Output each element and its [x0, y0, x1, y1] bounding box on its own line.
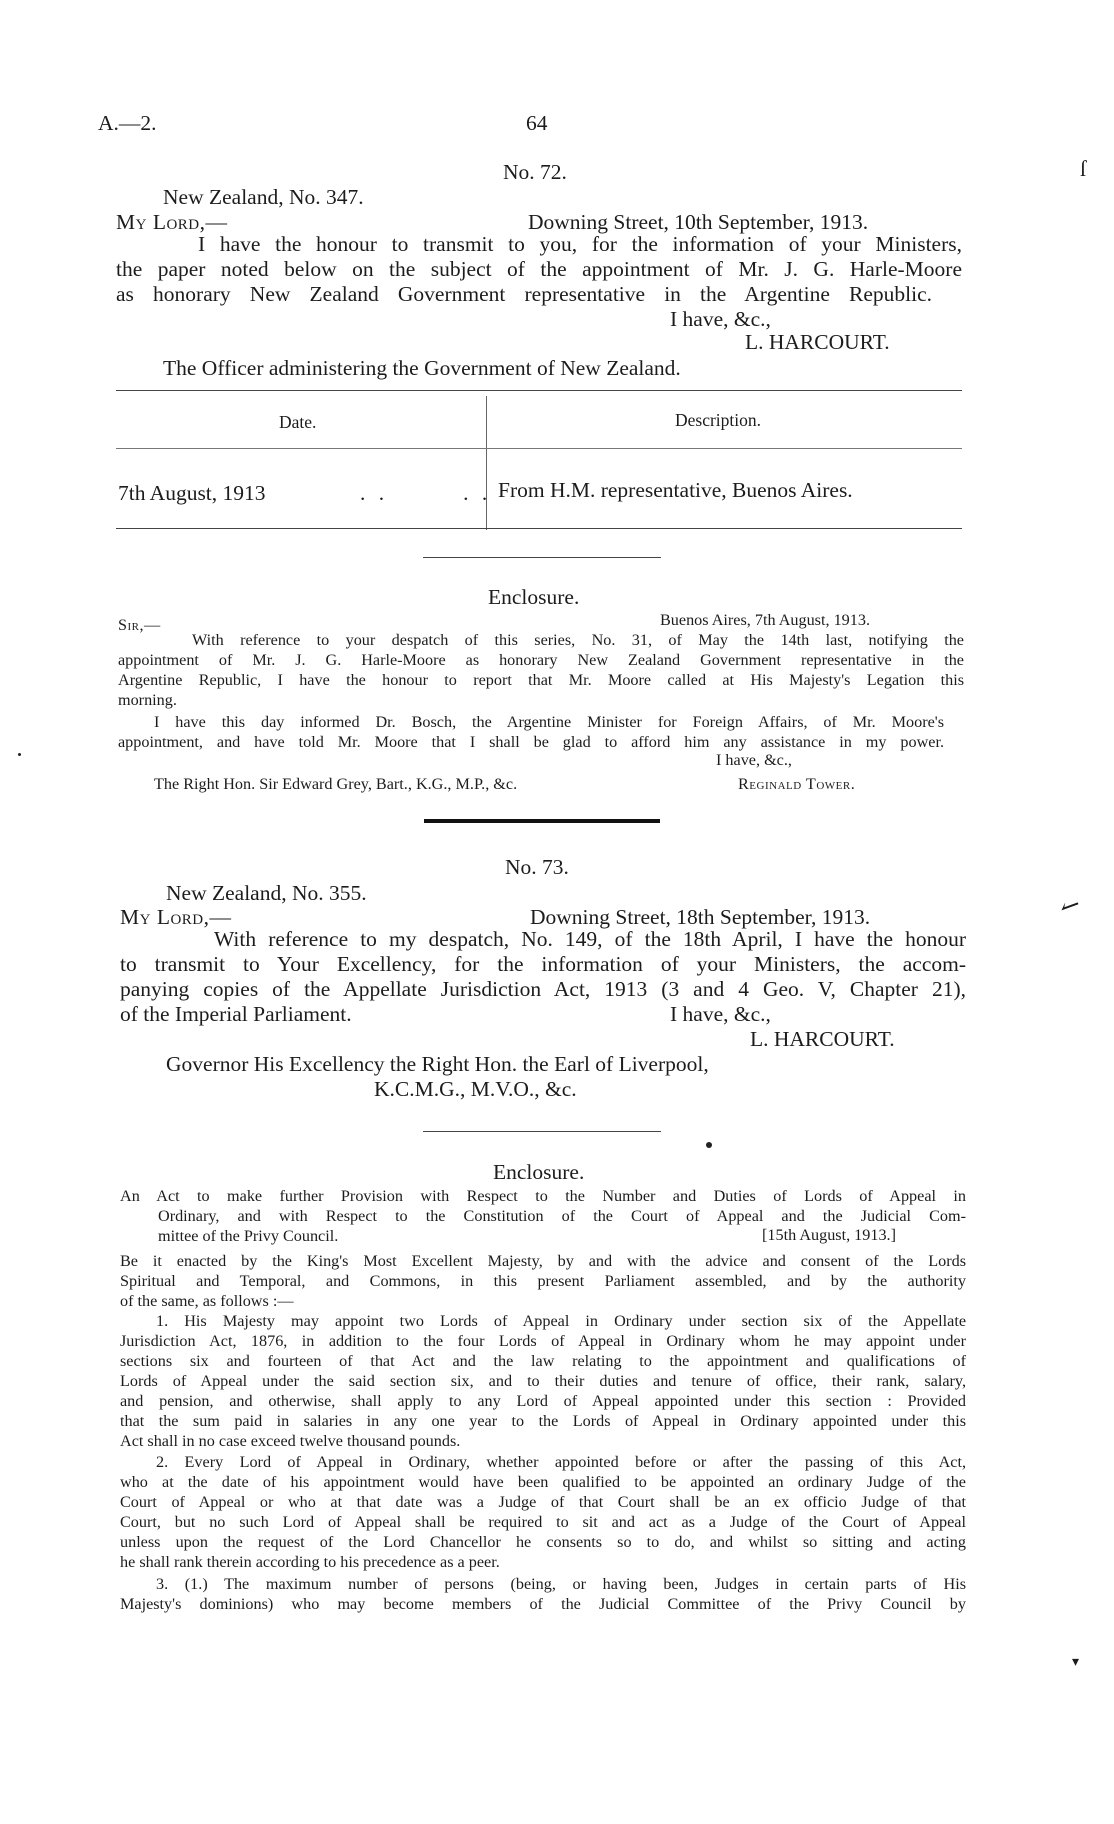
table-top-rule — [116, 390, 962, 391]
despatch-ref-73: New Zealand, No. 355. — [166, 881, 367, 905]
body-73-line: panying copies of the Appellate Jurisdiction Act, 1913 (3 and 4 Geo. V, Chapter 21), — [120, 977, 966, 1001]
enclosure1-para2-line: appointment, and have told Mr. Moore that I shall be glad to afford him any assistance in my power. — [118, 733, 944, 751]
enacting-clause — [120, 1251, 966, 1311]
section-1-line: that the sum paid in salaries in any one year to the Lords of Appeal in Ordinary appointed under this — [120, 1412, 966, 1430]
enclosure1-salutation: Sir,— — [118, 616, 161, 634]
body-72-line: as honorary New Zealand Government representative in the Argentine Republic. — [116, 282, 932, 306]
section-2-line: Court of Appeal or who at that date was a Judge of that Court shall be an ex officio Judge of that — [120, 1493, 966, 1511]
closing-73: I have, &c., — [670, 1002, 771, 1026]
section-1 — [120, 1311, 966, 1451]
dateline-73: Downing Street, 18th September, 1913. — [530, 905, 871, 929]
margin-mark: ▾ — [1072, 1655, 1080, 1670]
enclosure1-closing: I have, &c., — [716, 751, 792, 769]
addressee-73-line2: K.C.M.G., M.V.O., &c. — [374, 1077, 577, 1101]
enclosure1-dateline: Buenos Aires, 7th August, 1913. — [660, 611, 870, 629]
page-number: 64 — [526, 111, 548, 135]
enclosure1-para1-line: morning. — [118, 691, 177, 709]
enclosure1-para2-line: I have this day informed Dr. Bosch, the Argentine Minister for Foreign Affairs, of Mr. Moore's — [154, 713, 944, 731]
signature-73: L. HARCOURT. — [750, 1027, 895, 1051]
thick-section-divider — [424, 819, 660, 823]
section-divider — [423, 557, 661, 558]
section-1-line: and pension, and otherwise, shall apply to any Lord of Appeal appointed under this section : Provided — [120, 1392, 966, 1410]
act-title-line: mittee of the Privy Council. — [158, 1227, 339, 1245]
body-73-line: of the Imperial Parliament. — [120, 1002, 352, 1026]
addressee-73-line1: Governor His Excellency the Right Hon. the Earl of Liverpool, — [166, 1052, 709, 1076]
body-72-line: I have the honour to transmit to you, for the information of your Ministers, — [198, 232, 962, 256]
enclosure1-signature: Reginald Tower. — [738, 775, 856, 793]
table-bottom-rule — [116, 528, 962, 529]
signature-72: L. HARCOURT. — [745, 330, 890, 354]
body-72-line: the paper noted below on the subject of the appointment of Mr. J. G. Harle-Moore — [116, 257, 962, 281]
table-header-description: Description. — [675, 410, 762, 430]
section-1-line: Lords of Appeal under the said section six, and to their duties and tenure of office, their rank, salary, — [120, 1372, 966, 1390]
despatch-ref-72: New Zealand, No. 347. — [163, 185, 364, 209]
section-divider — [423, 1131, 661, 1132]
margin-mark: ſ — [1080, 156, 1087, 181]
body-73-line: to transmit to Your Excellency, for the information of your Ministers, the accom- — [120, 952, 966, 976]
table-column-divider — [486, 396, 487, 530]
enclosure1-para1-line: Argentine Republic, I have the honour to report that Mr. Moore called at His Majesty's Legation this — [118, 671, 964, 689]
section-2-line: 2. Every Lord of Appeal in Ordinary, whether appointed before or after the passing of this Act, — [156, 1453, 966, 1471]
body-73-line: With reference to my despatch, No. 149, of the 18th April, I have the honour — [214, 927, 966, 951]
enclosure-heading-2: Enclosure. — [493, 1160, 585, 1184]
section-2-line: who at the date of his appointment would have been qualified to be appointed an ordinary Judge of the — [120, 1473, 966, 1491]
section-3-line: Majesty's dominions) who may become members of the Judicial Committee of the Privy Council by — [120, 1595, 966, 1613]
act-date: [15th August, 1913.] — [762, 1226, 896, 1244]
section-3-line: 3. (1.) The maximum number of persons (being, or having been, Judges in certain parts of His — [156, 1575, 966, 1593]
section-2-line: Court, but no such Lord of Appeal shall be required to sit and act as a Judge of the Court of Appeal — [120, 1513, 966, 1531]
act-title-line: Ordinary, and with Respect to the Constitution of the Court of Appeal and the Judicial Com- — [158, 1207, 966, 1225]
ink-speck — [706, 1142, 712, 1148]
despatch-number-72: No. 72. — [503, 160, 567, 184]
section-1-line: 1. His Majesty may appoint two Lords of Appeal in Ordinary under section six of the Appellate — [156, 1312, 966, 1330]
addressee-72: The Officer administering the Government of New Zealand. — [163, 356, 681, 380]
salutation-72: My Lord,— — [116, 210, 228, 234]
act-title-line: An Act to make further Provision with Respect to the Number and Duties of Lords of Appeal in — [120, 1187, 966, 1205]
closing-72: I have, &c., — [670, 307, 771, 331]
section-1-line: Act shall in no case exceed twelve thousand pounds. — [120, 1432, 461, 1450]
margin-mark: ↼ — [1056, 891, 1085, 923]
body-72 — [116, 232, 962, 307]
salutation-73: My Lord,— — [120, 905, 232, 929]
enacting-line: Spiritual and Temporal, and Commons, in this present Parliament assembled, and by the authority — [120, 1272, 966, 1290]
enclosure1-para1-line: With reference to your despatch of this series, No. 31, of May the 14th last, notifying the — [192, 631, 964, 649]
section-2-line: unless upon the request of the Lord Chancellor he consents so to do, and whilst so sitting and acting — [120, 1533, 966, 1551]
ink-speck — [18, 753, 21, 756]
enclosure1-para1 — [118, 630, 964, 710]
section-3 — [120, 1574, 966, 1614]
despatch-number-73: No. 73. — [505, 855, 569, 879]
enacting-line: of the same, as follows :— — [120, 1292, 294, 1310]
table-cell-leader-dots: . . . . — [360, 481, 492, 505]
section-2-line: he shall rank therein according to his precedence as a peer. — [120, 1553, 500, 1571]
table-cell-description: From H.M. representative, Buenos Aires. — [498, 478, 853, 502]
enacting-line: Be it enacted by the King's Most Excellent Majesty, by and with the advice and consent of the Lords — [120, 1252, 966, 1270]
section-2 — [120, 1452, 966, 1572]
section-1-line: Jurisdiction Act, 1876, in addition to the four Lords of Appeal in Ordinary whom he may appoint under — [120, 1332, 966, 1350]
document-ref: A.—2. — [98, 111, 157, 135]
table-header-date: Date. — [279, 412, 317, 432]
dateline-72: Downing Street, 10th September, 1913. — [528, 210, 869, 234]
table-header-rule — [116, 448, 962, 449]
table-cell-date: 7th August, 1913 — [118, 481, 266, 505]
enclosure1-para2 — [118, 712, 944, 752]
body-73 — [120, 927, 966, 1027]
section-1-line: sections six and fourteen of that Act and the law relating to the appointment and qualifications of — [120, 1352, 966, 1370]
enclosure1-addressee: The Right Hon. Sir Edward Grey, Bart., K.G., M.P., &c. — [154, 775, 518, 793]
enclosure-heading-1: Enclosure. — [488, 585, 580, 609]
enclosure1-para1-line: appointment of Mr. J. G. Harle-Moore as honorary New Zealand Government representative in the — [118, 651, 964, 669]
